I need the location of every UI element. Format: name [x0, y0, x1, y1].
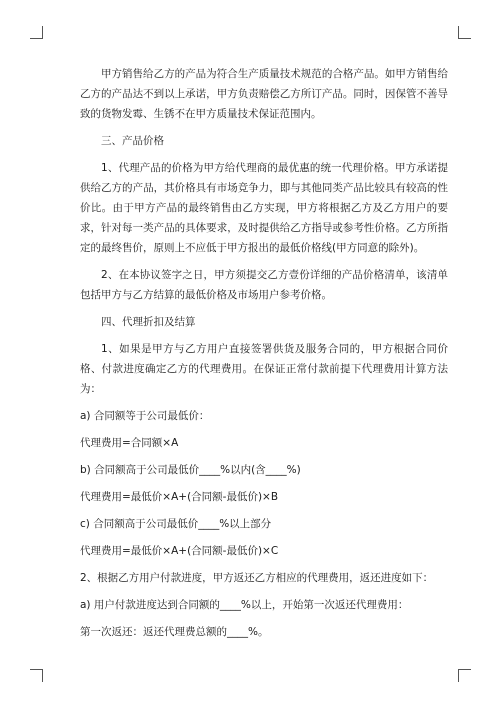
crop-mark-bottom-right	[458, 669, 471, 682]
crop-mark-top-left	[30, 26, 43, 39]
formula-a: 代理费用=合同额×A	[80, 437, 179, 449]
paragraph-quality: 甲方销售给乙方的产品为符合生产质量技术规范的合格产品。如甲方销售给乙方的产品达不到以上承诺，甲方负责赔偿乙方所订产品。同时，因保管不善导致的货物发霉、生锈不在甲方质量技术保证范围内。	[80, 68, 448, 120]
section-heading-discount: 四、代理折扣及结算	[101, 316, 196, 328]
clause-refund-a: a) 用户付款进度达到合同额的____%以上，开始第一次返还代理费用：	[80, 599, 409, 611]
paragraph-price-2: 2、在本协议签字之日，甲方须提交乙方壹份详细的产品价格清单，该清单包括甲方与乙方结算的最低价格及市场用户参考价格。	[80, 269, 448, 301]
first-refund: 第一次返还：返还代理费总额的____%。	[80, 626, 269, 638]
paragraph-price-1: 1、代理产品的价格为甲方给代理商的最优惠的统一代理价格。甲方承诺提供给乙方的产品，其价格具有市场竞争力，即与其他同类产品比较具有较高的性价比。由于甲方产品的最终销售由乙方实现，甲方将根据乙方及乙方用户的要求，针对每一类产品的具体要求，及时提供给乙方指导或参考性价格。乙方所指定的最终售价，原则上不应低于甲方报出的最低价格线(甲方同意的除外)。	[80, 162, 448, 254]
crop-mark-top-right	[458, 26, 471, 39]
formula-c: 代理费用=最低价×A+(合同额-最低价)×C	[80, 545, 279, 557]
clause-a: a) 合同额等于公司最低价：	[80, 410, 210, 422]
clause-c: c) 合同额高于公司最低价____%以上部分	[80, 518, 272, 530]
document-body	[80, 64, 448, 642]
crop-mark-bottom-left	[30, 669, 43, 682]
paragraph-discount-1: 1、如果是甲方与乙方用户直接签署供货及服务合同的，甲方根据合同价格、付款进度确定乙方的代理费用。在保证正常付款前提下代理费用计算方法为：	[80, 343, 448, 395]
formula-b: 代理费用=最低价×A+(合同额-最低价)×B	[80, 491, 279, 503]
paragraph-refund-progress: 2、根据乙方用户付款进度，甲方返还乙方相应的代理费用，返还进度如下：	[80, 572, 434, 584]
clause-b: b) 合同额高于公司最低价____%以内(含____%)	[80, 464, 301, 476]
section-heading-price: 三、产品价格	[101, 135, 164, 147]
